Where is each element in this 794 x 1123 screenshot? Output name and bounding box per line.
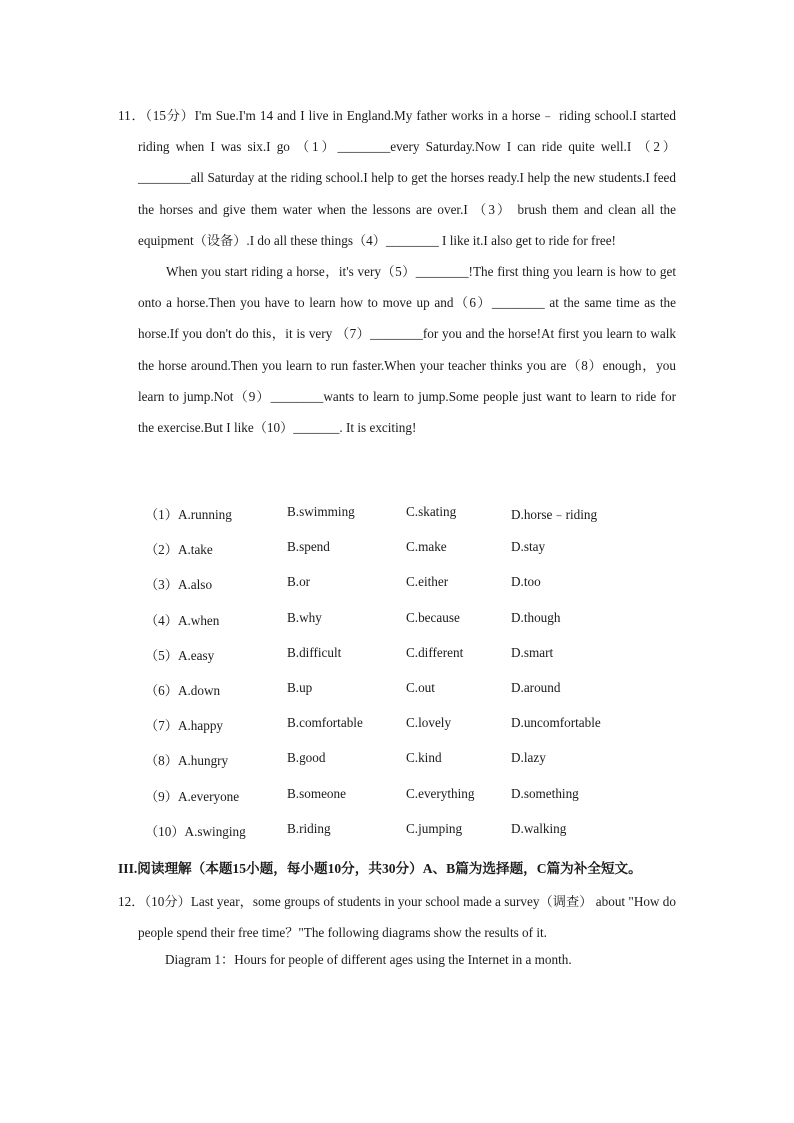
option-b: B.someone (287, 785, 346, 801)
option-a: （10）A.swinging (145, 823, 246, 839)
option-a: （9）A.everyone (145, 788, 240, 804)
option-b: B.riding (287, 820, 331, 836)
option-b: B.why (287, 609, 322, 625)
option-d: D.walking (511, 820, 567, 836)
option-a: （7）A.happy (145, 718, 224, 734)
option-a: （6）A.down (145, 682, 221, 698)
option-c: C.lovely (406, 715, 452, 731)
option-a: （5）A.easy (145, 647, 215, 663)
option-d: D.something (511, 785, 579, 801)
option-c: C.everything (406, 785, 475, 801)
question-12 (118, 886, 676, 948)
option-d: D.around (511, 679, 561, 695)
option-a: （2）A.take (145, 542, 213, 558)
section-heading: III.阅读理解（本题15小题，每小题10分，共30分）A、B篇为选择题，C篇为补全短文。 (118, 861, 642, 876)
option-d: D.though (511, 609, 561, 625)
option-a: （3）A.also (145, 577, 213, 593)
option-c: C.jumping (406, 820, 463, 836)
option-c: C.different (406, 644, 464, 660)
option-a: （4）A.when (145, 612, 220, 628)
option-b: B.comfortable (287, 715, 363, 731)
diagram-caption: Diagram 1：Hours for people of different ages using the Internet in a month. (165, 952, 572, 967)
option-c: C.out (406, 679, 435, 695)
option-a: （1）A.running (145, 507, 232, 522)
option-c: C.kind (406, 750, 442, 766)
question-11 (118, 100, 676, 443)
option-b: B.difficult (287, 644, 342, 660)
option-b: B.spend (287, 539, 330, 555)
option-d: D.smart (511, 644, 554, 660)
option-c: C.make (406, 539, 447, 555)
question-11-paragraph-2: When you start riding a horse，it's very（5）________!The first thing you learn is how to get onto a horse.Then you have to learn how to move up and（6）________ at the same time as the horse.If you don't do this，it is very （7）________for you and the horse!At first you learn to walk the horse around.Then you learn to run faster.When your teacher thinks you are（8）enough，you learn to jump.Not（9）________wants to learn to jump.Some people just want to learn to ride for the exercise.But I like（10）_______. It is exciting! (138, 264, 676, 436)
option-a: （8）A.hungry (145, 753, 229, 769)
option-d: D.lazy (511, 750, 546, 766)
question-12-text: 12．（10分）Last year，some groups of students in your school made a survey（调查） about "How do people spend their free time？"The following diagrams show the results of it. (118, 894, 676, 941)
question-11-paragraph-1: 11．（15分）I'm Sue.I'm 14 and I live in England.My father works in a horse﹣ riding school.I started riding when I was six.I go （1）________every Saturday.Now I can ride quite well.I （2）________all Saturday at the riding school.I help to get the horses ready.I help the new students.I feed the horses and give them water when the lessons are over.I （3） brush them and clean all the equipment（设备）.I do all these things（4）________ I like it.I also get to ride for free! (118, 108, 676, 248)
option-d: D.horse﹣riding (511, 507, 598, 522)
option-c: C.either (406, 574, 449, 590)
option-b: B.good (287, 750, 326, 766)
option-b: B.swimming (287, 504, 355, 519)
option-b: B.up (287, 679, 313, 695)
option-d: D.stay (511, 539, 546, 555)
option-b: B.or (287, 574, 311, 590)
option-d: D.uncomfortable (511, 715, 601, 731)
option-d: D.too (511, 574, 541, 590)
option-c: C.because (406, 609, 460, 625)
option-c: C.skating (406, 504, 457, 519)
